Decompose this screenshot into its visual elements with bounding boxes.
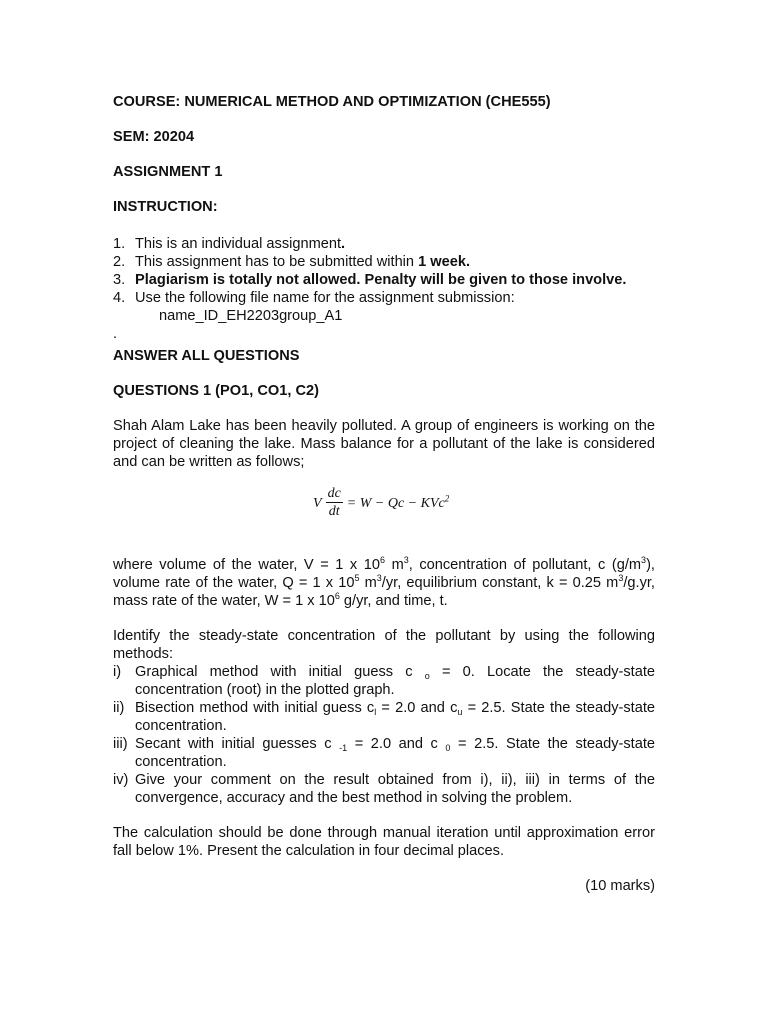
task-intro: Identify the steady-state concentration of the pollutant by using the following methods:	[113, 628, 655, 662]
question-1-heading: QUESTIONS 1 (PO1, CO1, C2)	[113, 383, 319, 399]
instruction-heading: INSTRUCTION:	[113, 199, 218, 215]
submission-filename: name_ID_EH2203group_A1	[159, 308, 343, 324]
question-1-intro: Shah Alam Lake has been heavily polluted. A group of engineers is working on the project of cleaning the lake. Mass balance for a pollutant of the lake is considered and can be written as follows;	[113, 418, 655, 470]
marks-label: (10 marks)	[585, 878, 655, 894]
equation-rhs: = W − Qc − KVc$^2$	[346, 492, 450, 511]
instruction-item: 3. Plagiarism is totally not allowed. Penalty will be given to those involve.	[113, 272, 627, 288]
instruction-item: 2. This assignment has to be submitted within 1 week.	[113, 254, 471, 270]
equation-derivative: $\frac{dc}{dt}$	[327, 486, 341, 519]
mass-balance-equation	[113, 480, 655, 544]
method-list	[113, 663, 655, 807]
method-item: ii) Bisection method with initial guess $c_l = 2.0$ and $c_u = 2.5$. State the steady-state concentration.	[113, 700, 655, 734]
method-item: iv) Give your comment on the result obtained from i), ii), iii) in terms of the convergence, accuracy and the best method in solving the problem.	[113, 772, 655, 806]
answer-all-heading: ANSWER ALL QUESTIONS	[113, 348, 300, 364]
instruction-item: 1. This is an individual assignment.	[113, 236, 346, 252]
assignment-title: ASSIGNMENT 1	[113, 164, 223, 180]
variable-definitions: where volume of the water, V = 1 x $10^6$ $m^3$, concentration of pollutant, c $(g/m^3)$, volume rate of the water, Q = 1 x $10^5$ $m^3/yr$, equilibrium constant, k = 0.25 $m^3/g.yr$, mass rate of the water, W = 1 x $10^6$ g/yr, and time, t.	[113, 555, 655, 609]
document-page	[113, 93, 655, 895]
course-title: COURSE: NUMERICAL METHOD AND OPTIMIZATION (CHE555)	[113, 94, 551, 110]
instruction-list	[113, 235, 655, 307]
equation-volume: V	[313, 495, 322, 511]
semester: SEM: 20204	[113, 129, 195, 145]
calculation-note: The calculation should be done through manual iteration until approximation error fall below 1%. Present the calculation in four decimal places.	[113, 825, 655, 859]
stray-dot: .	[113, 326, 118, 342]
method-item: iii) Secant with initial guesses c $_{-1}$ = 2.0 and c $_0$ = 2.5. State the steady-state concentration.	[113, 736, 655, 770]
instruction-item: 4. Use the following file name for the assignment submission:	[113, 290, 515, 306]
method-item: i) Graphical method with initial guess c $_o$ = 0. Locate the steady-state concentration (root) in the plotted graph.	[113, 664, 655, 698]
